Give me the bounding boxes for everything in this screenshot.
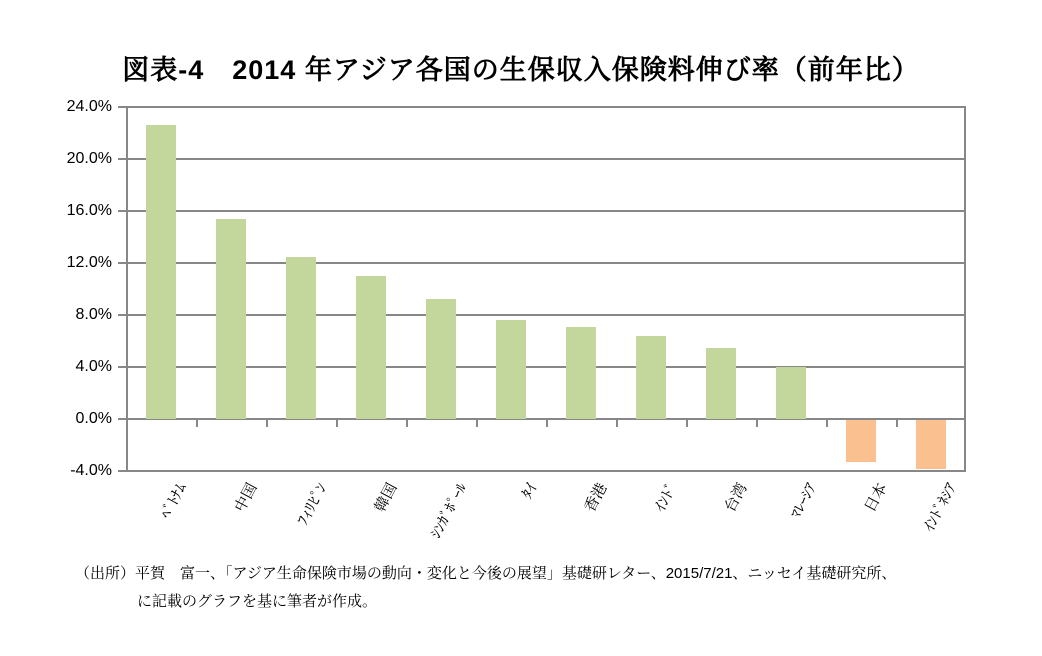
y-axis-tick [118,418,126,420]
bar-1 [146,125,176,419]
x-axis-label: 香港 [581,480,611,515]
y-axis-tick [118,106,126,108]
y-axis-label: 20.0% [66,150,112,167]
x-axis-tick [126,419,128,427]
gridline [126,210,966,212]
y-axis-label: 24.0% [66,98,112,115]
gridline [126,470,966,472]
x-axis-tick [406,419,408,427]
plot-area [126,107,966,471]
gridline [126,262,966,264]
gridline [126,314,966,316]
x-axis-tick [896,419,898,427]
x-axis-tick [476,419,478,427]
bar-8 [636,336,666,419]
y-axis-tick [118,366,126,368]
y-axis-label: 8.0% [75,306,112,323]
bar-5 [426,299,456,419]
y-axis-tick [118,470,126,472]
x-axis-label: ｲﾝﾄﾞ [651,480,681,515]
bar-4 [356,276,386,419]
x-axis-label: ﾌｨﾘﾋﾟﾝ [294,480,331,529]
x-axis-label: ﾀｲ [518,480,541,502]
x-axis-tick [964,419,966,427]
x-axis-tick [546,419,548,427]
chart-title: 図表-4 2014 年アジア各国の生保収入保険料伸び率（前年比） [122,55,920,85]
x-axis-tick [336,419,338,427]
bar-7 [566,327,596,419]
source-note [75,560,896,616]
y-axis-label: -4.0% [70,462,112,479]
x-axis-label: 中国 [231,480,261,515]
x-axis-label: 日本 [861,480,891,515]
bar-6 [496,320,526,419]
x-axis-tick [196,419,198,427]
x-axis-label: ﾏﾚｰｼｱ [788,480,821,522]
y-axis-label: 12.0% [66,254,112,271]
x-axis-tick [826,419,828,427]
bar-10 [776,367,806,419]
x-axis-label: ｲﾝﾄﾞﾈｼｱ [920,480,961,535]
gridline [126,106,966,108]
bar-12 [916,420,946,469]
gridline [126,158,966,160]
source-line-2: に記載のグラフを基に筆者が作成。 [137,593,378,610]
x-axis-label: ｼﾝｶﾞﾎﾟｰﾙ [427,480,471,542]
plot-right-border [964,107,966,471]
y-axis-line [126,107,128,471]
y-axis-tick [118,262,126,264]
x-axis-tick [616,419,618,427]
y-axis-label: 16.0% [66,202,112,219]
bar-3 [286,257,316,420]
bar-2 [216,219,246,419]
source-line-1: （出所）平賀 富一、「アジア生命保険市場の動向・変化と今後の展望」基礎研レター、2015/7/21、ニッセイ基礎研究所、 [75,565,897,582]
bar-11 [846,420,876,462]
x-axis-tick [756,419,758,427]
x-axis-tick [266,419,268,427]
x-axis-label: 台湾 [721,480,751,515]
bar-9 [706,348,736,420]
y-axis-tick [118,210,126,212]
x-axis-tick [686,419,688,427]
x-axis-label: 韓国 [371,480,401,515]
x-axis-label: ﾍﾞﾄﾅﾑ [158,480,191,522]
y-axis-label: 4.0% [75,358,112,375]
y-axis-tick [118,314,126,316]
gridline [126,366,966,368]
y-axis-tick [118,158,126,160]
y-axis-label: 0.0% [75,410,112,427]
